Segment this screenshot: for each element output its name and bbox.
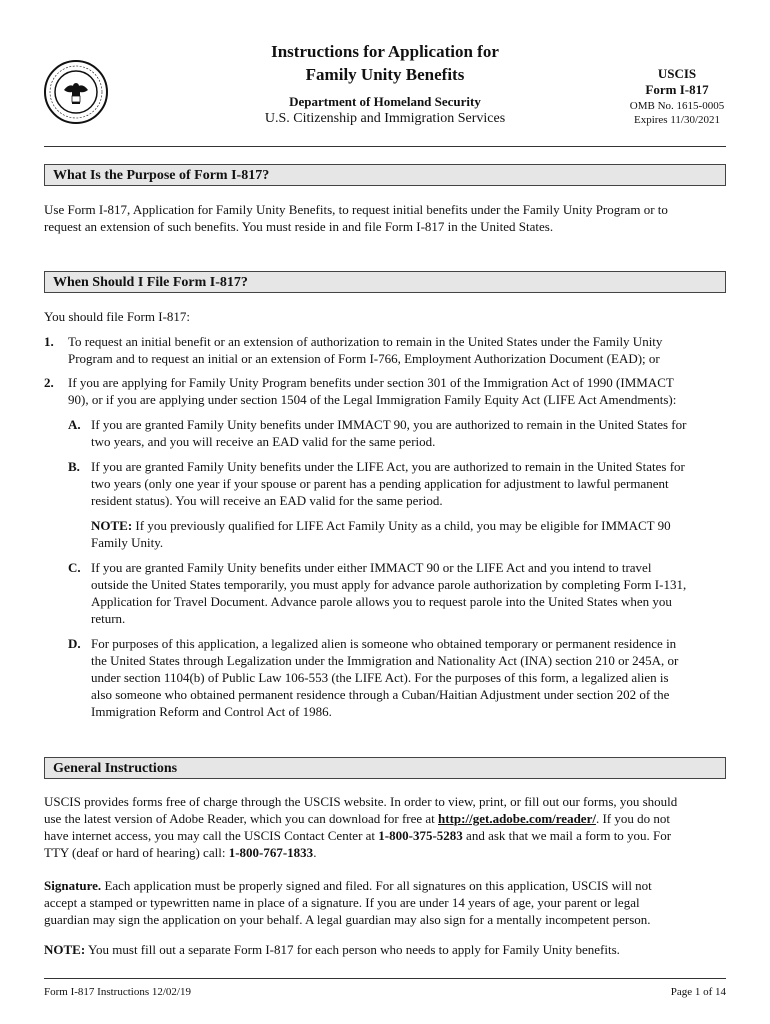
item2-line-1: If you are applying for Family Unity Program benefits under section 301 of the Immigration Act of 1990 (IMMACT <box>68 375 674 390</box>
general-line-4-tail: . <box>313 845 317 860</box>
item1-line-2: Program and to request an initial or an extension of Form I-766, Employment Authorization Document (EAD); or <box>68 351 660 366</box>
document-title-line1: Instructions for Application for <box>271 42 499 61</box>
item-c-line-1: If you are granted Family Unity benefits under either IMMACT 90 or the LIFE Act and you intend to travel <box>91 560 652 575</box>
form-number: Form I-817 <box>645 82 709 97</box>
sub-label-b: B. <box>68 459 80 474</box>
sub-label-c: C. <box>68 560 81 575</box>
item2-line-2: 90), or if you are applying under section 1504 of the Legal Immigration Family Equity Act (LIFE Act Amendments): <box>68 392 677 407</box>
general-line-1: USCIS provides forms free of charge through the USCIS website. In order to view, print, or fill out our forms, you should <box>44 794 678 809</box>
section-heading-when: When Should I File Form I-817? <box>44 271 726 293</box>
general-line-4 <box>44 844 726 861</box>
item-b-line-2: two years (only one year if your spouse or parent has a pending application for adjustment to lawful permanent <box>91 476 669 491</box>
department-name: Department of Homeland Security <box>289 94 481 109</box>
section-heading-purpose: What Is the Purpose of Form I-817? <box>44 164 726 186</box>
form-agency: USCIS <box>657 66 697 81</box>
general-line-2-text: use the latest version of Adobe Reader, which you can download for free at <box>44 811 439 826</box>
item-c-line-2: outside the United States temporarily, you must apply for advance parole authorization by completing Form I-131, <box>91 577 687 592</box>
item-d-line-1: For purposes of this application, a legalized alien is someone who obtained temporary or permanent residence in <box>91 636 677 651</box>
footer-form-id: Form I-817 Instructions 12/02/19 <box>44 986 191 998</box>
note-line-2: Family Unity. <box>91 535 164 550</box>
general-line-3 <box>44 827 726 844</box>
signature-text: Each application must be properly signed and filed. For all signatures on this application, USCIS will not <box>101 878 652 893</box>
general-note-text: You must fill out a separate Form I-817 for each person who needs to apply for Family Unity benefits. <box>85 942 620 957</box>
contact-center-phone: 1-800-375-5283 <box>378 828 463 843</box>
omb-number: OMB No. 1615-0005 <box>629 100 725 112</box>
general-line-3-tail: and ask that we mail a form to you. For <box>462 828 672 843</box>
adobe-reader-link[interactable]: http://get.adobe.com/reader/ <box>438 811 596 826</box>
item-b-line-3: resident status). You will receive an EAD valid for the same period. <box>91 493 443 508</box>
purpose-line-2: request an extension of such benefits. You must reside in and file Form I-817 in the United States. <box>44 219 554 234</box>
general-line-2-tail: . If you do not <box>595 811 670 826</box>
general-note-label: NOTE: <box>44 942 86 957</box>
document-title-line2: Family Unity Benefits <box>305 65 465 84</box>
item-b-line-1: If you are granted Family Unity benefits under the LIFE Act, you are authorized to remain in the United States for <box>91 459 685 474</box>
footer-divider <box>44 978 726 979</box>
item-d-line-5: Immigration Reform and Control Act of 1986. <box>91 704 332 719</box>
general-note <box>44 941 726 958</box>
sub-label-d: D. <box>68 636 81 651</box>
general-line-3-text: have internet access, you may call the USCIS Contact Center at <box>44 828 379 843</box>
item-d-line-4: also someone who obtained permanent residence through a Cuban/Haitian Adjustment under section 202 of the <box>91 687 670 702</box>
section-heading-general: General Instructions <box>44 757 726 779</box>
signature-line-3: guardian may sign the application on your behalf. A legal guardian may also sign for a mentally incompetent person. <box>44 912 651 927</box>
item-c-line-4: return. <box>91 611 126 626</box>
tty-phone: 1-800-767-1833 <box>228 845 314 860</box>
header-divider <box>44 146 726 147</box>
sub-label-a: A. <box>68 417 81 432</box>
item-a-line-2: two years, and you will receive an EAD valid for the same period. <box>91 434 436 449</box>
list-number-2: 2. <box>44 375 54 390</box>
footer-page-number: Page 1 of 14 <box>670 986 726 998</box>
dhs-seal-icon <box>44 60 108 124</box>
expiration-date: Expires 11/30/2021 <box>633 114 721 126</box>
list-number-1: 1. <box>44 334 54 349</box>
signature-line-2: accept a stamped or typewritten name in place of a signature. If you are under 14 years of age, your parent or legal <box>44 895 640 910</box>
item-d-line-2: the United States through Legalization under the Immigration and Nationality Act (INA) section 210 or 245A, or <box>91 653 679 668</box>
general-line-2 <box>44 810 726 827</box>
when-intro: You should file Form I-817: <box>44 309 191 324</box>
general-line-4-text: TTY (deaf or hard of hearing) call: <box>44 845 229 860</box>
item-d-line-3: under section 1104(b) of Public Law 106-553 (the LIFE Act). For the purposes of this form, a legalized alien is <box>91 670 669 685</box>
note-line-1 <box>91 517 671 534</box>
signature-line-1 <box>44 877 726 894</box>
item-a-line-1: If you are granted Family Unity benefits under IMMACT 90, you are authorized to remain in the United States for <box>91 417 687 432</box>
note-text: If you previously qualified for LIFE Act Family Unity as a child, you may be eligible for IMMACT 90 <box>132 518 671 533</box>
note-label: NOTE: <box>91 518 133 533</box>
signature-label: Signature. <box>44 878 102 893</box>
item-c-line-3: Application for Travel Document. Advance parole allows you to request parole into the United States when you <box>91 594 672 609</box>
item1-line-1: To request an initial benefit or an extension of authorization to remain in the United States under the Family Unity <box>68 334 663 349</box>
purpose-line-1: Use Form I-817, Application for Family Unity Benefits, to request initial benefits under the Family Unity Program or to <box>44 202 668 217</box>
agency-name: U.S. Citizenship and Immigration Services <box>264 111 506 126</box>
